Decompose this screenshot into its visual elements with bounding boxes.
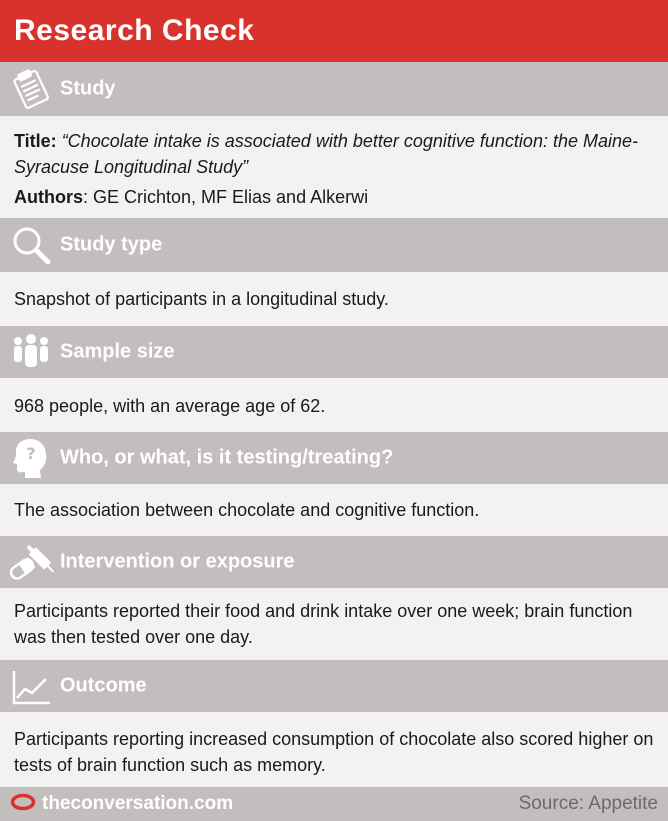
section-text: Participants reporting increased consumption of chocolate also scored higher on tests of brain function such as memory. <box>14 729 654 775</box>
section-text: Snapshot of participants in a longitudinal study. <box>14 289 389 309</box>
section-body-testing <box>0 484 668 536</box>
study-title-value: “Chocolate intake is associated with better cognitive function: the Maine-Syracuse Longitudinal Study” <box>14 131 638 177</box>
study-authors-line <box>14 184 654 210</box>
section-header-study <box>0 62 668 116</box>
section-body-study-type <box>0 272 668 326</box>
study-title-line <box>14 128 654 180</box>
section-heading: Intervention or exposure <box>60 550 295 573</box>
section-text: The association between chocolate and cognitive function. <box>14 500 480 520</box>
pill-syringe-icon <box>8 539 54 585</box>
section-text: Participants reported their food and drink intake over one week; brain function was then tested over one day. <box>14 601 633 647</box>
page-title: Research Check <box>14 14 255 47</box>
section-body-intervention <box>0 588 668 660</box>
footer <box>0 787 668 821</box>
svg-text:?: ? <box>26 444 36 463</box>
brand[interactable] <box>10 793 233 816</box>
clipboard-icon <box>8 66 54 112</box>
conversation-logo-icon <box>10 793 36 816</box>
people-group-icon <box>8 329 54 375</box>
source-label: Source: Appetite <box>518 793 658 814</box>
section-heading: Outcome <box>60 674 147 697</box>
study-authors-value: : GE Crichton, MF Elias and Alkerwi <box>83 187 369 207</box>
magnifier-icon <box>8 222 54 268</box>
brand-link[interactable]: theconversation.com <box>42 793 234 814</box>
section-header-outcome <box>0 660 668 712</box>
line-chart-icon <box>8 663 54 709</box>
section-body-sample-size <box>0 378 668 432</box>
title-bar <box>0 0 668 62</box>
study-title-label: Title: <box>14 131 57 151</box>
section-header-study-type <box>0 218 668 272</box>
section-header-testing <box>0 432 668 484</box>
section-body-study <box>0 116 668 218</box>
section-heading: Sample size <box>60 340 175 363</box>
section-heading: Study type <box>60 233 163 256</box>
section-text: 968 people, with an average age of 62. <box>14 396 326 416</box>
section-heading: Who, or what, is it testing/treating? <box>60 446 394 469</box>
section-header-intervention <box>0 536 668 588</box>
section-heading: Study <box>60 77 116 100</box>
section-body-outcome <box>0 712 668 787</box>
study-authors-label: Authors <box>14 187 83 207</box>
head-question-icon <box>8 435 54 481</box>
section-header-sample-size <box>0 326 668 378</box>
